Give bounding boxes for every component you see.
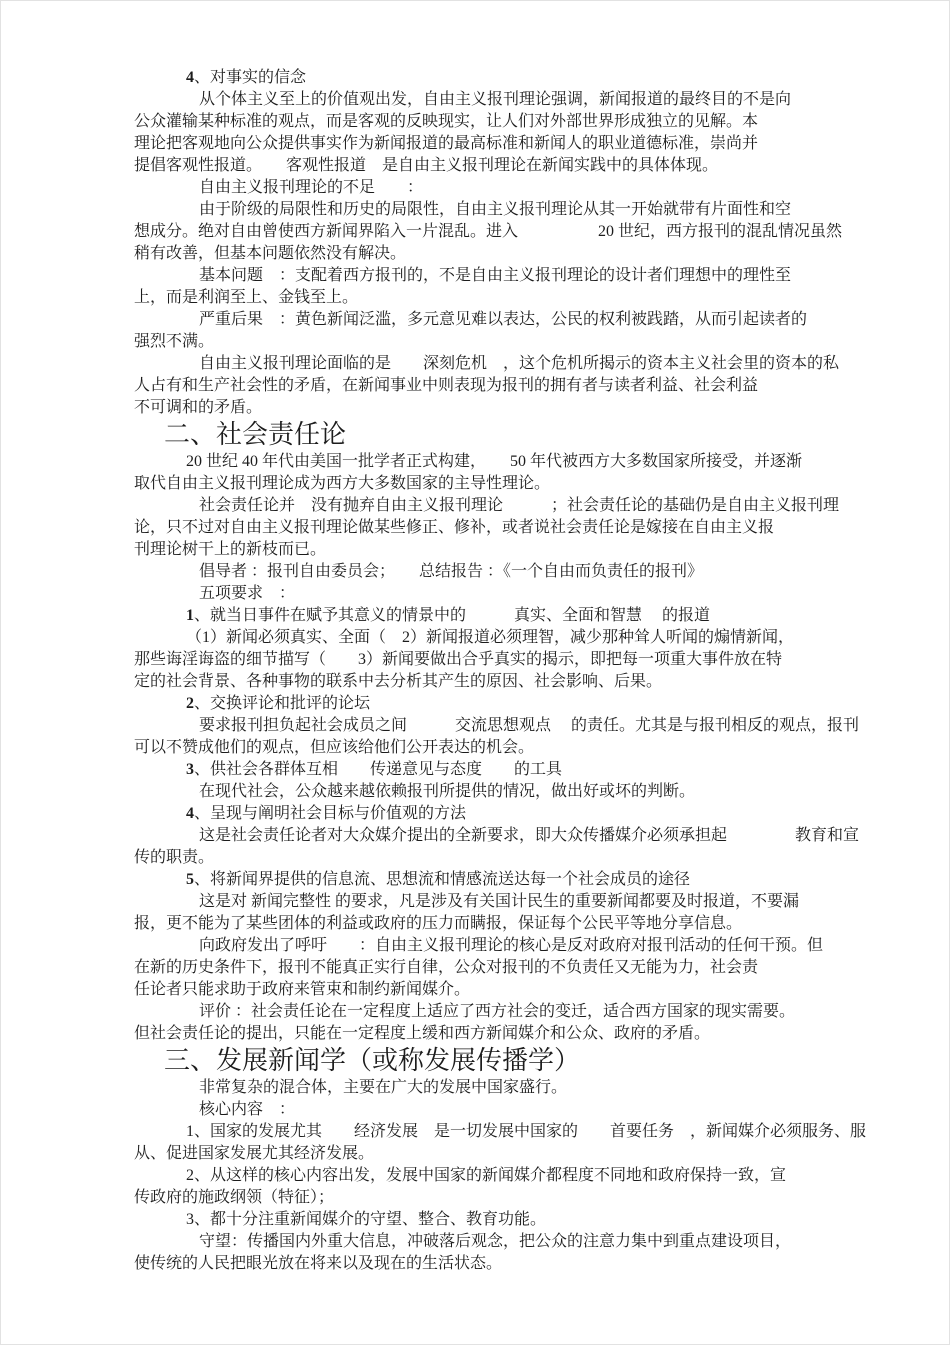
text-line: 公众灌输某种标准的观点，而是客观的反映现实，让人们对外部世界形成独立的见解。本	[134, 113, 759, 130]
text-line: 报，更不能为了某些团体的利益或政府的压力而瞒报，保证每个公民平等地分享信息。	[134, 915, 743, 932]
text-line: 1、国家的发展尤其 经济发展 是一切发展中国家的 首要任务 ，新闻媒介必须服务、服	[186, 1123, 867, 1140]
document-page-content	[134, 67, 934, 1275]
text-line: 2、从这样的核心内容出发，发展中国家的新闻媒介都程度不同地和政府保持一致，宣	[186, 1167, 787, 1184]
text-line: 传的职责。	[134, 849, 215, 866]
text-line: （1）新闻必须真实、全面（ 2）新闻报道必须理智，减少那种耸人听闻的煽情新闻，	[186, 629, 795, 646]
text-line: 3、都十分注重新闻媒介的守望、整合、教育功能。	[186, 1211, 547, 1228]
text-line: 社会责任论并 没有抛弃自由主义报刊理论 ；社会责任论的基础仍是自由主义报刊理	[199, 497, 840, 514]
text-line: 上，而是利润至上、金钱至上。	[134, 289, 359, 306]
text-line: 自由主义报刊理论的不足 ：	[199, 179, 424, 196]
text-line: 理论把客观地向公众提供事实作为新闻报道的最高标准和新闻人的职业道德标准，崇尚并	[134, 135, 759, 152]
text-line: 4、呈现与阐明社会目标与价值观的方法	[186, 805, 467, 822]
text-line: 想成分。绝对自由曾使西方新闻界陷入一片混乱。进入 20 世纪，西方报刊的混乱情况虽然	[134, 223, 843, 240]
text-line: 要求报刊担负起社会成员之间 交流思想观点 的责任。尤其是与报刊相反的观点，报刊	[199, 717, 860, 734]
text-line: 不可调和的矛盾。	[134, 399, 263, 416]
text-line: 刊理论树干上的新枝而已。	[134, 541, 327, 558]
text-line: 可以不赞成他们的观点，但应该给他们公开表达的机会。	[134, 739, 535, 756]
text-line: 4、对事实的信念	[186, 69, 307, 86]
text-line: 那些诲淫诲盗的细节描写（ 3）新闻要做出合乎真实的揭示，即把每一项重大事件放在特	[134, 651, 783, 668]
text-line: 五项要求 ：	[199, 585, 296, 602]
text-line: 这是社会责任论者对大众媒介提出的全新要求，即大众传播媒介必须承担起 教育和宣	[199, 827, 860, 844]
section-heading: 三、发展新闻学（或称发展传播学）	[164, 1046, 581, 1075]
text-line: 提倡客观性报道。 客观性报道 是自由主义报刊理论在新闻实践中的具体体现。	[134, 157, 719, 174]
text-line: 论，只不过对自由主义报刊理论做某些修正、修补，或者说社会责任论是嫁接在自由主义报	[134, 519, 775, 536]
text-line: 自由主义报刊理论面临的是 深刻危机 ，这个危机所揭示的资本主义社会里的资本的私	[199, 355, 840, 372]
text-line: 传政府的施政纲领（特征）；	[134, 1189, 335, 1206]
text-line: 20 世纪 40 年代由美国一批学者正式构建， 50 年代被西方大多数国家所接受，并逐渐	[186, 453, 803, 470]
text-line: 核心内容 ：	[199, 1101, 296, 1118]
text-line: 基本问题 ：支配着西方报刊的，不是自由主义报刊理论的设计者们理想中的理性至	[199, 267, 792, 284]
text-line: 任论者只能求助于政府来管束和制约新闻媒介。	[134, 981, 471, 998]
text-line: 使传统的人民把眼光放在将来以及现在的生活状态。	[134, 1255, 503, 1272]
text-line: 1、就当日事件在赋予其意义的情景中的 真实、全面和智慧 的报道	[186, 607, 711, 624]
text-line: 2、交换评论和批评的论坛	[186, 695, 371, 712]
text-line: 定的社会背景、各种事物的联系中去分析其产生的原因、社会影响、后果。	[134, 673, 663, 690]
text-line: 这是对 新闻完整性 的要求，凡是涉及有关国计民生的重要新闻都要及时报道，不要漏	[199, 893, 800, 910]
text-line: 从、促进国家发展尤其经济发展。	[134, 1145, 375, 1162]
text-line: 非常复杂的混合体，主要在广大的发展中国家盛行。	[199, 1079, 568, 1096]
text-line: 守望：传播国内外重大信息，冲破落后观念，把公众的注意力集中到重点建设项目，	[199, 1233, 792, 1250]
text-line: 倡导者 ：报刊自由委员会； 总结报告 ：《一个自由而负责任的报刊》	[199, 563, 704, 580]
text-line: 强烈不满。	[134, 333, 215, 350]
text-line: 在现代社会，公众越来越依赖报刊所提供的情况，做出好或坏的判断。	[199, 783, 696, 800]
text-line: 由于阶级的局限性和历史的局限性，自由主义报刊理论从其一开始就带有片面性和空	[199, 201, 792, 218]
text-line: 向政府发出了呼吁 ：自由主义报刊理论的核心是反对政府对报刊活动的任何干预。但	[199, 937, 824, 954]
text-line: 稍有改善，但基本问题依然没有解决。	[134, 245, 407, 262]
text-line: 在新的历史条件下，报刊不能真正实行自律，公众对报刊的不负责任又无能为力，社会责	[134, 959, 759, 976]
text-line: 从个体主义至上的价值观出发，自由主义报刊理论强调，新闻报道的最终目的不是向	[199, 91, 792, 108]
text-line: 人占有和生产社会性的矛盾，在新闻事业中则表现为报刊的拥有者与读者利益、社会利益	[134, 377, 759, 394]
text-line: 但社会责任论的提出，只能在一定程度上缓和西方新闻媒介和公众、政府的矛盾。	[134, 1025, 711, 1042]
text-line: 取代自由主义报刊理论成为西方大多数国家的主导性理论。	[134, 475, 551, 492]
text-line: 5、将新闻界提供的信息流、思想流和情感流送达每一个社会成员的途径	[186, 871, 691, 888]
text-line: 3、供社会各群体互相 传递意见与态度 的工具	[186, 761, 563, 778]
section-heading: 二、社会责任论	[164, 420, 347, 449]
text-line: 严重后果 ：黄色新闻泛滥，多元意见难以表达，公民的权利被践踏，从而引起读者的	[199, 311, 808, 328]
text-line: 评价 ：社会责任论在一定程度上适应了西方社会的变迁，适合西方国家的现实需要。	[199, 1003, 796, 1020]
